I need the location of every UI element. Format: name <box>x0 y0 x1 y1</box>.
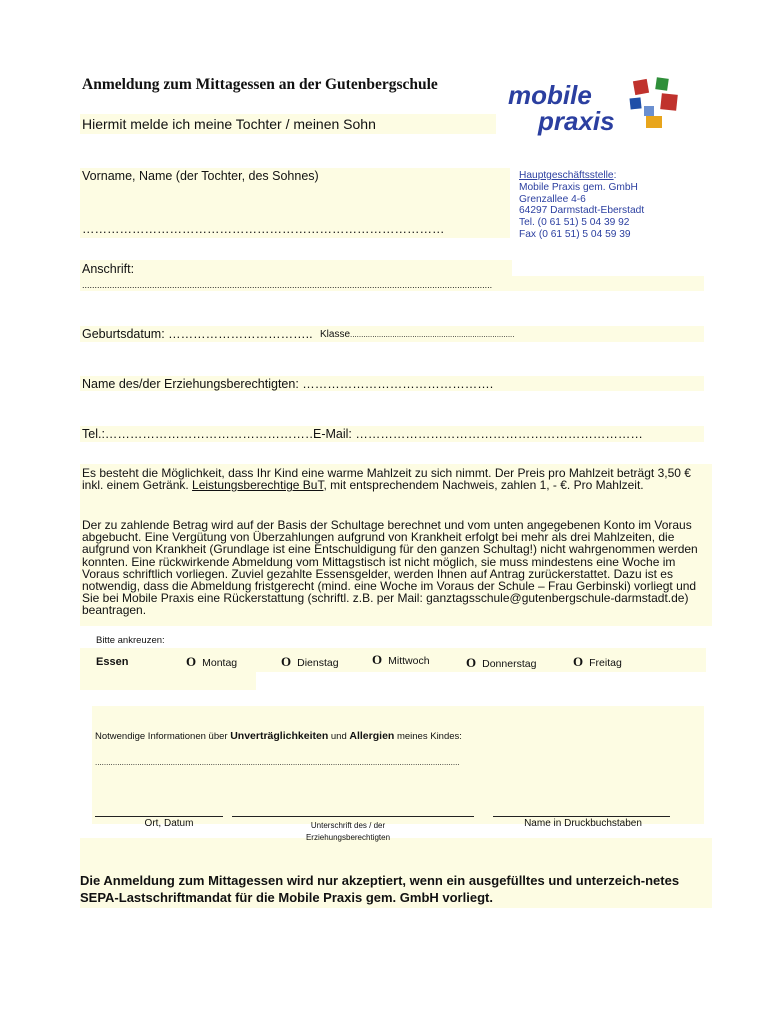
logo-square-lightblue <box>644 106 654 116</box>
guardian-field[interactable]: Name des/der Erziehungsberechtigten: ………………………………………. <box>82 377 494 391</box>
address-line: Tel. (0 61 51) 5 04 39 92 <box>519 217 630 229</box>
allergy-field[interactable]: .................................................................................................................................................................... <box>95 758 460 767</box>
radio-circle-icon[interactable]: O <box>466 655 477 670</box>
logo-square-green <box>655 77 669 91</box>
logo-square-red2 <box>660 93 678 111</box>
class-field[interactable] <box>320 329 515 340</box>
signature-label: Unterschrift des / der Erziehungsberechtigten <box>305 821 391 842</box>
child-name-field[interactable]: …………………………………………………………………………… <box>82 222 445 236</box>
page-title: Anmeldung zum Mittagessen an der Gutenbergschule <box>82 76 438 93</box>
option-tuesday[interactable]: O Dienstag <box>281 654 339 669</box>
mobile-praxis-logo <box>506 76 686 140</box>
logo-word-mobile: mobile <box>508 80 592 110</box>
address-line: Grenzallee 4-6 <box>519 193 586 205</box>
option-friday[interactable]: O Freitag <box>573 654 622 669</box>
billing-paragraph: Der zu zahlende Betrag wird auf der Basis der Schultage berechnet und vom unten angegebenen Konto im Voraus abgebucht. Eine Vergütung von Überzahlungen aufgrund von Krankheit erfolgt bei mehr als drei Mahlzeiten, die aufgrund von Krankheit (Grundlage ist eine Entschuldigung für den ganzen Schultag!) nicht wahrgenommen werden konnten. Eine rückwirkende Abmeldung vom Mittagstisch ist nicht möglich, sie muss mindestens eine Woche im Voraus schriftlich vorliegen. Zuviel gezahlte Essensgelder, werden Ihnen auf Antrag zurückerstattet. Dazu ist es notwendig, dass die Abmeldung fristgerecht (mind. eine Woche im Voraus der Schule – Frau Gerbinski) vorliegt und Sie bei Mobile Praxis eine Rückerstattung (schriftl. z.B. per Mail: ganztagsschule@gutenbergschule-darmstadt.de) beantragen. <box>82 518 698 618</box>
radio-circle-icon[interactable]: O <box>186 654 197 669</box>
but-link: Leistungsberechtige BuT <box>192 478 324 493</box>
address-line: 64297 Darmstadt-Eberstadt <box>519 205 645 217</box>
place-date-label: Ort, Datum <box>144 818 194 829</box>
option-wednesday[interactable]: O Mittwoch <box>372 652 430 667</box>
place-date-line[interactable] <box>95 816 223 817</box>
address-block: Hauptgeschäftsstelle: Mobile Praxis gem. GmbH Grenzallee 4-6 64297 Darmstadt-Eberstadt Tel. (0 61 51) 5 04 39 92 Fax (0 61 51) 5 04 59 39 <box>519 170 645 240</box>
option-monday[interactable]: O Montag <box>186 654 238 669</box>
address-line: Fax (0 61 51) 5 04 59 39 <box>519 228 631 240</box>
logo-square-blue <box>630 97 642 109</box>
print-name-label: Name in Druckbuchstaben <box>524 818 642 829</box>
meal-label-bg <box>80 668 256 690</box>
logo-square-yellow <box>646 116 662 128</box>
address-label: Anschrift: <box>82 262 135 276</box>
email-field[interactable]: E-Mail: …………………………………………………………… <box>313 427 643 441</box>
price-paragraph: Es besteht die Möglichkeit, dass Ihr Kind eine warme Mahlzeit zu sich nimmt. Der Preis pro Mahlzeit beträgt 3,50 € inkl. einem Getränk. Leistungsberechtige BuT, mit entsprechendem Nachweis, zahlen 1, - €. Pro Mahlzeit. <box>82 466 691 493</box>
footer-notice: Die Anmeldung zum Mittagessen wird nur akzeptiert, wenn ein ausgefülltes und unterzeich-netes SEPA-Lastschriftmandat für die Mobile Praxis gem. GmbH vorliegt. <box>80 873 680 905</box>
child-name-label: Vorname, Name (der Tochter, des Sohnes) <box>82 169 319 183</box>
class-label: Klasse <box>320 329 351 340</box>
phone-field[interactable]: Tel.:…………………………………………… <box>82 427 318 441</box>
address-field[interactable]: .................................................................................................................................................................... <box>82 280 493 290</box>
logo-square-red <box>633 79 649 95</box>
address-line: Mobile Praxis gem. GmbH <box>519 181 638 193</box>
logo-word-praxis: praxis <box>538 106 615 136</box>
radio-circle-icon[interactable]: O <box>372 652 383 667</box>
option-thursday[interactable]: O Donnerstag <box>466 655 537 670</box>
birthdate-field[interactable]: Geburtsdatum: …………………………….. <box>82 327 313 341</box>
allergy-label: Notwendige Informationen über Unverträglichkeiten und Allergien meines Kindes: <box>95 730 462 742</box>
signature-line[interactable] <box>232 816 474 817</box>
class-dots: .......................................................................... <box>350 330 515 339</box>
print-name-line[interactable] <box>493 816 670 817</box>
meal-label: Essen <box>96 656 129 668</box>
hq-link[interactable]: Hauptgeschäftsstelle <box>519 170 614 181</box>
radio-circle-icon[interactable]: O <box>573 654 584 669</box>
subtitle: Hiermit melde ich meine Tochter / meinen Sohn <box>80 114 496 134</box>
checkbox-prompt: Bitte ankreuzen: <box>96 635 165 646</box>
radio-circle-icon[interactable]: O <box>281 654 292 669</box>
